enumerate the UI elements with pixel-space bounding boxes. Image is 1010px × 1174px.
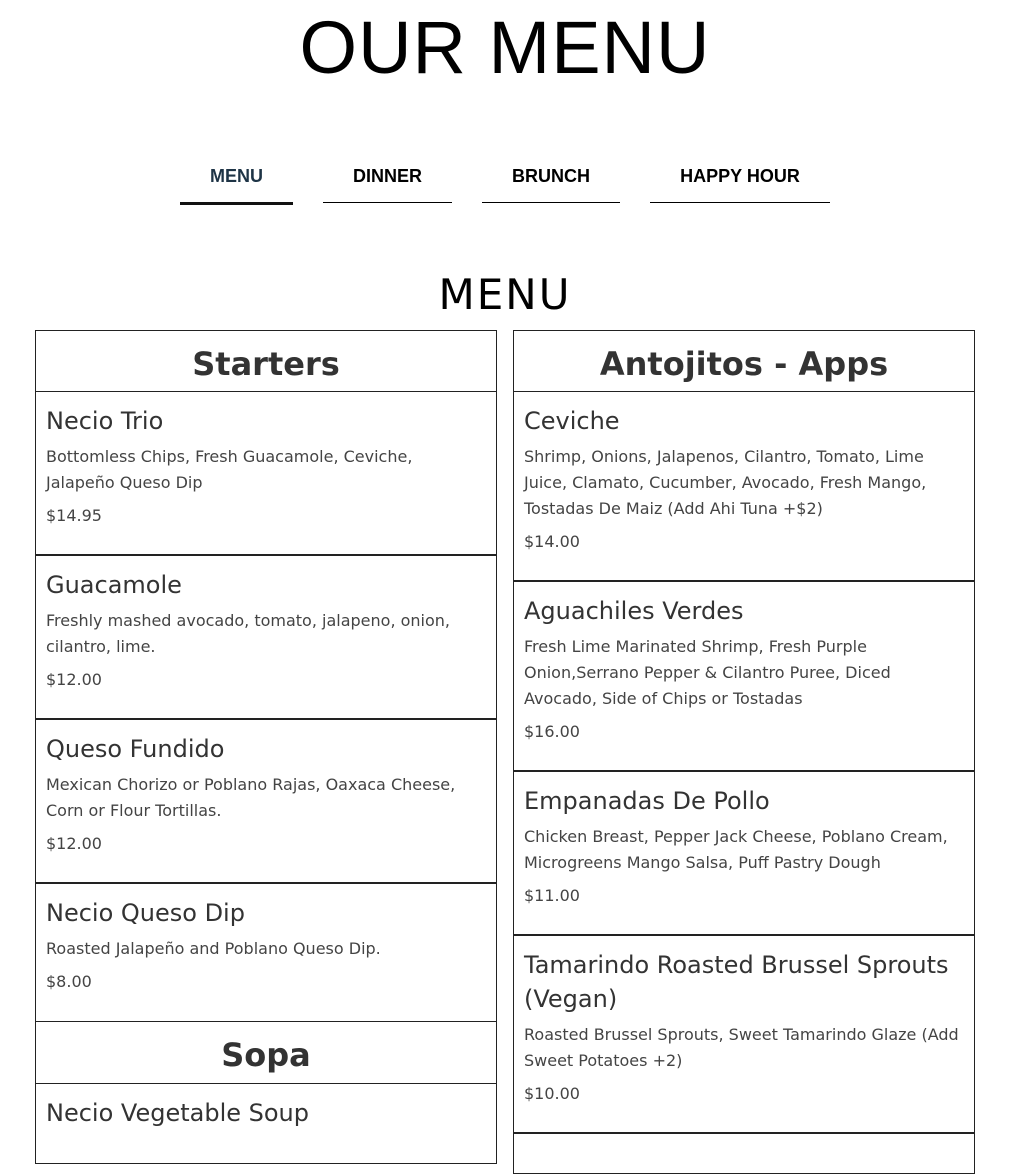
tab-dinner[interactable]: DINNER (323, 150, 452, 203)
menu-item (513, 936, 975, 1134)
item-price: $16.00 (524, 722, 580, 741)
item-name: Guacamole (46, 571, 182, 599)
menu-tabs (0, 150, 1010, 206)
menu-item (513, 772, 975, 936)
item-name: Empanadas De Pollo (524, 787, 770, 815)
item-price: $10.00 (524, 1084, 580, 1103)
item-price: $8.00 (46, 972, 92, 991)
item-name: Ceviche (524, 407, 620, 435)
item-description: Shrimp, Onions, Jalapenos, Cilantro, Tomato, Lime Juice, Clamato, Cucumber, Avocado, Fresh Mango, Tostadas De Maiz (Add Ahi Tuna +$2) (524, 447, 927, 518)
tab-brunch[interactable]: BRUNCH (482, 150, 620, 203)
menu-item (35, 884, 497, 1022)
page-title: OUR MENU (299, 6, 711, 89)
item-name: Necio Vegetable Soup (46, 1099, 309, 1127)
category-heading-antojitos: Antojitos - Apps (513, 330, 975, 392)
menu-column-right (513, 330, 975, 1174)
tab-happy-hour[interactable]: HAPPY HOUR (650, 150, 830, 203)
section-title: MENU (438, 270, 572, 319)
tab-menu[interactable]: MENU (180, 150, 293, 205)
item-name: Necio Queso Dip (46, 899, 245, 927)
menu-column-left (35, 330, 497, 1164)
item-description: Roasted Brussel Sprouts, Sweet Tamarindo Glaze (Add Sweet Potatoes +2) (524, 1025, 959, 1070)
menu-item (35, 392, 497, 556)
item-price: $14.00 (524, 532, 580, 551)
category-heading-starters: Starters (35, 330, 497, 392)
item-price: $11.00 (524, 886, 580, 905)
item-price: $12.00 (46, 670, 102, 689)
menu-item (513, 1134, 975, 1174)
item-description: Mexican Chorizo or Poblano Rajas, Oaxaca Cheese, Corn or Flour Tortillas. (46, 775, 456, 820)
item-price: $12.00 (46, 834, 102, 853)
menu-item (513, 392, 975, 582)
item-description: Freshly mashed avocado, tomato, jalapeno, onion, cilantro, lime. (46, 611, 450, 656)
menu-item (513, 582, 975, 772)
item-name: Tamarindo Roasted Brussel Sprouts (Vegan) (524, 951, 949, 1013)
item-description: Roasted Jalapeño and Poblano Queso Dip. (46, 939, 381, 958)
category-heading-sopa: Sopa (35, 1022, 497, 1084)
item-name: Queso Fundido (46, 735, 225, 763)
item-price: $14.95 (46, 506, 102, 525)
item-description: Bottomless Chips, Fresh Guacamole, Ceviche, Jalapeño Queso Dip (46, 447, 413, 492)
item-name: Necio Trio (46, 407, 164, 435)
menu-item (35, 1084, 497, 1164)
menu-item (35, 720, 497, 884)
menu-item (35, 556, 497, 720)
item-description: Fresh Lime Marinated Shrimp, Fresh Purple Onion,Serrano Pepper & Cilantro Puree, Diced Avocado, Side of Chips or Tostadas (524, 637, 891, 708)
item-description: Chicken Breast, Pepper Jack Cheese, Poblano Cream, Microgreens Mango Salsa, Puff Pastry Dough (524, 827, 948, 872)
item-name: Aguachiles Verdes (524, 597, 744, 625)
